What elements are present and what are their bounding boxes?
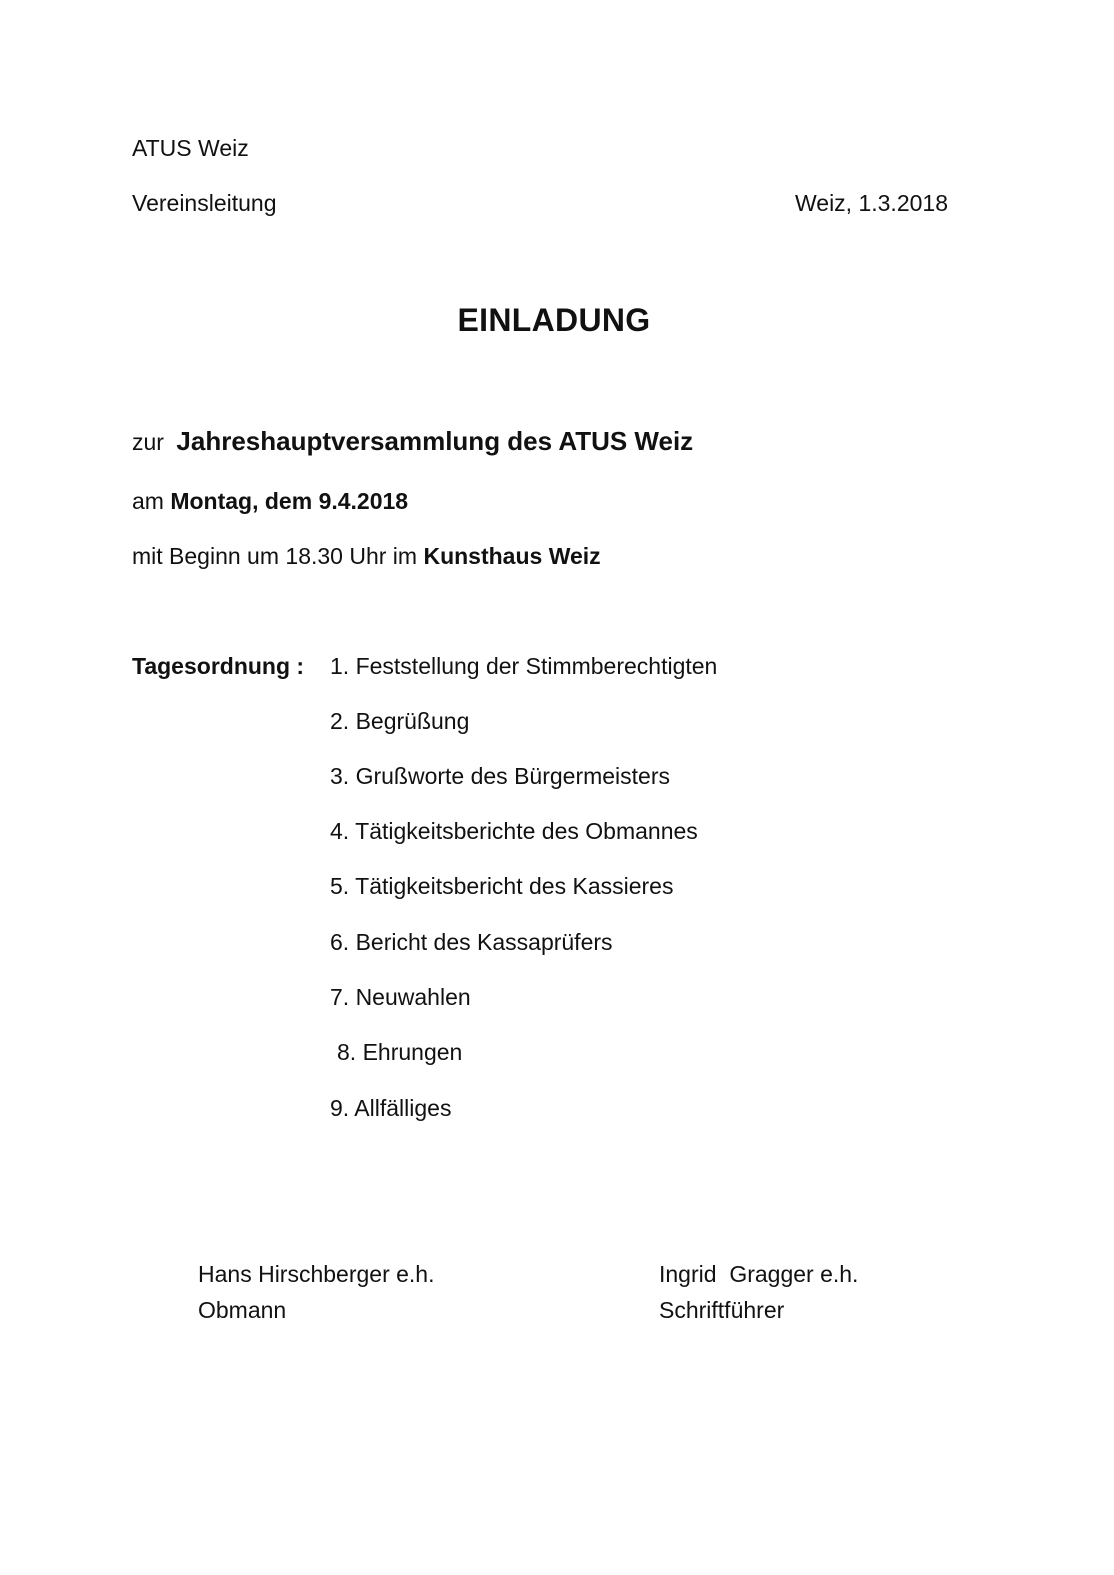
agenda-item: 3. Grußworte des Bürgermeisters	[330, 763, 671, 789]
department-name: Vereinsleitung	[132, 190, 277, 216]
agenda-item: 6. Bericht des Kassaprüfers	[330, 929, 613, 955]
agenda-label: Tagesordnung :	[132, 653, 305, 679]
page-title: EINLADUNG	[457, 302, 651, 338]
date-prefix: am	[132, 488, 164, 514]
signature-left-role: Obmann	[198, 1297, 287, 1323]
invitation-line-event	[132, 426, 693, 457]
event-date: Montag, dem 9.4.2018	[170, 488, 409, 514]
signature-right-role: Schriftführer	[659, 1297, 785, 1323]
agenda-item: 9. Allfälliges	[330, 1095, 452, 1121]
venue-prefix: mit Beginn um 18.30 Uhr im	[132, 543, 418, 569]
invitation-line-date	[132, 488, 408, 515]
agenda-item: 8. Ehrungen	[337, 1039, 463, 1065]
agenda-item: 7. Neuwahlen	[330, 984, 471, 1010]
signature-right-name: Ingrid Gragger e.h.	[659, 1261, 859, 1287]
signature-left-name: Hans Hirschberger e.h.	[198, 1261, 435, 1287]
place-date: Weiz, 1.3.2018	[794, 190, 948, 216]
agenda-item: 1. Feststellung der Stimmberechtigten	[330, 653, 718, 679]
invitation-line-venue	[132, 543, 601, 570]
agenda-item: 2. Begrüßung	[330, 708, 470, 734]
agenda-item: 4. Tätigkeitsberichte des Obmannes	[330, 818, 698, 844]
event-prefix: zur	[132, 429, 164, 455]
agenda-item: 5. Tätigkeitsbericht des Kassieres	[330, 873, 674, 899]
event-name: Jahreshauptversammlung des ATUS Weiz	[176, 426, 694, 456]
event-venue: Kunsthaus Weiz	[423, 543, 601, 569]
organization-name: ATUS Weiz	[132, 135, 249, 161]
